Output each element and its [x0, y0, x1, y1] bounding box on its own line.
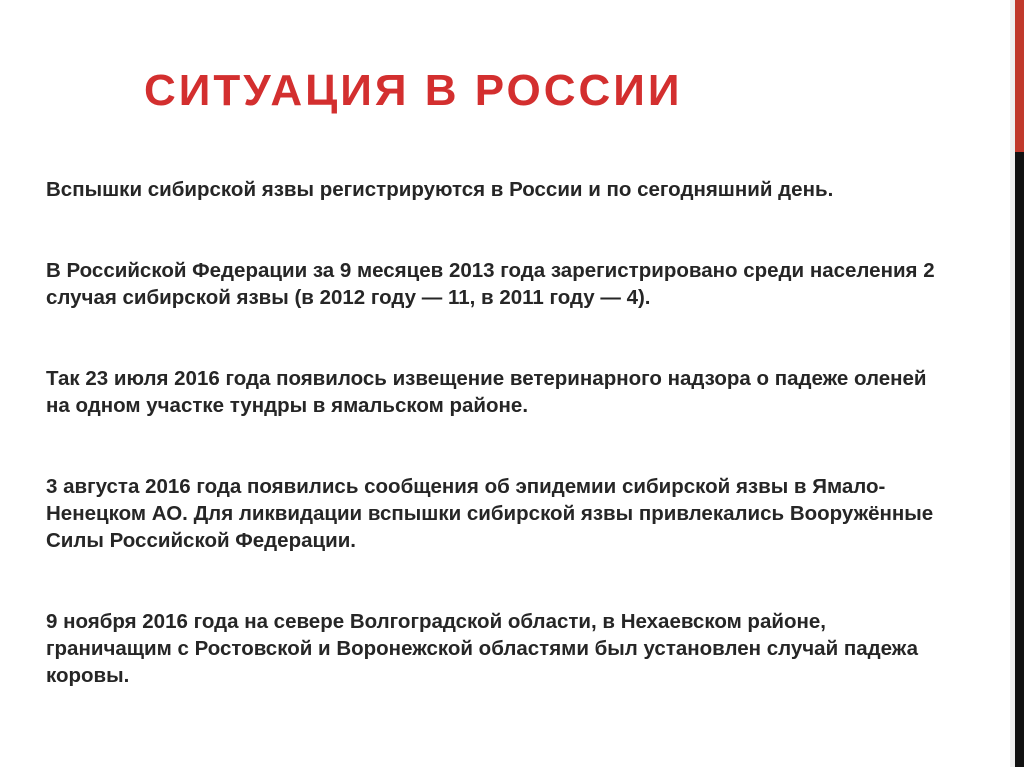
slide-edge-accent-dark: [1015, 152, 1024, 767]
slide-edge-accent-red: [1015, 0, 1024, 152]
paragraph-3: Так 23 июля 2016 года появилось извещение ветеринарного надзора о падеже оленей на одном участке тундры в ямальском районе.: [46, 367, 927, 417]
slide-title: СИТУАЦИЯ В РОССИИ: [144, 66, 683, 115]
paragraph-4: 3 августа 2016 года появились сообщения об эпидемии сибирской язвы в Ямало-Ненецком АО. Для ликвидации вспышки сибирской язвы привлекались Вооружённые Силы Российской Федерации.: [46, 475, 934, 552]
paragraph-2: В Российской Федерации за 9 месяцев 2013 года зарегистрировано среди населения 2 случая сибирской язвы (в 2012 году — 11, в 2011 году — 4).: [46, 259, 935, 309]
paragraph-1: Вспышки сибирской язвы регистрируются в России и по сегодняшний день.: [46, 178, 834, 201]
slide-body: [46, 176, 946, 743]
paragraph-5: 9 ноября 2016 года на севере Волгоградской области, в Нехаевском районе, граничащим с Ростовской и Воронежской областями был установлен случай падежа коровы.: [46, 610, 918, 687]
